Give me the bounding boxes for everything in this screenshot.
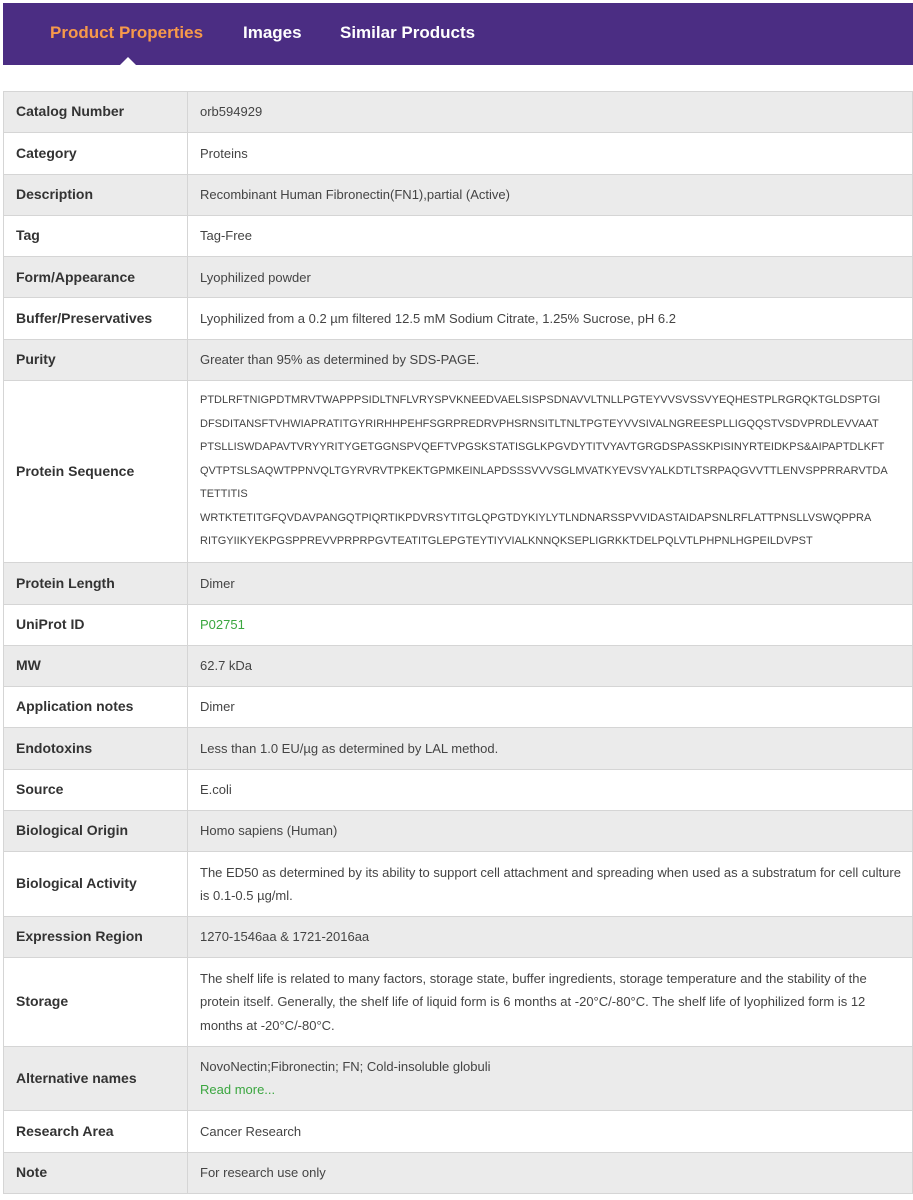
source-label: Source xyxy=(4,769,188,810)
uniprot-link[interactable]: P02751 xyxy=(200,616,245,632)
research-area-value: Cancer Research xyxy=(188,1111,913,1152)
sequence-line: RITGYIIKYEKPGSPPREVVPRPRPGVTEATITGLEPGTEYTIYVIALKNNQKSEPLIGRKKTDELPQLVTLPHPNLHGPEILDVPST xyxy=(200,535,813,548)
expression-region-value: 1270-1546aa & 1721-2016aa xyxy=(188,917,913,958)
uniprot-id-value xyxy=(188,604,913,645)
property-row-purity xyxy=(4,339,913,380)
property-row-research-area xyxy=(4,1111,913,1152)
tag-value: Tag-Free xyxy=(188,215,913,256)
application-notes-label: Application notes xyxy=(4,687,188,728)
sequence-line: TETTITIS xyxy=(200,488,248,501)
property-row-note xyxy=(4,1152,913,1193)
property-row-category xyxy=(4,133,913,174)
sequence-line: QVTPTSLSAQWTPPNVQLTGYRVRVTPKEKTGPMKEINLAPDSSSVVVSGLMVATKYEVSVYALKDTLTSRPAQGVVTTLENVSPPRRARVTDA xyxy=(200,464,888,477)
tab-images[interactable]: Images xyxy=(243,23,302,42)
form-appearance-value: Lyophilized powder xyxy=(188,257,913,298)
description-label: Description xyxy=(4,174,188,215)
catalog-number-value: orb594929 xyxy=(188,92,913,133)
property-row-form-appearance xyxy=(4,257,913,298)
property-row-storage xyxy=(4,958,913,1046)
alternative-names-label: Alternative names xyxy=(4,1046,188,1111)
property-row-application-notes xyxy=(4,687,913,728)
sequence-line: PTSLLISWDAPAVTVRYYRITYGETGGNSPVQEFTVPGSKSTATISGLKPGVDYTITVYAVTGRGDSPASSKPISINYRTEIDKPS&AIPAPTDLKFT xyxy=(200,441,885,454)
expression-region-label: Expression Region xyxy=(4,917,188,958)
property-row-biological-activity xyxy=(4,852,913,917)
protein-sequence-label: Protein Sequence xyxy=(4,380,188,562)
property-row-endotoxins xyxy=(4,728,913,769)
active-tab-indicator xyxy=(120,57,136,65)
category-value: Proteins xyxy=(188,133,913,174)
alternative-names-value xyxy=(188,1046,913,1111)
note-label: Note xyxy=(4,1152,188,1193)
source-value: E.coli xyxy=(188,769,913,810)
endotoxins-value: Less than 1.0 EU/µg as determined by LAL method. xyxy=(188,728,913,769)
buffer-preservatives-value: Lyophilized from a 0.2 µm filtered 12.5 mM Sodium Citrate, 1.25% Sucrose, pH 6.2 xyxy=(188,298,913,339)
mw-label: MW xyxy=(4,645,188,686)
sequence-line: PTDLRFTNIGPDTMRVTWAPPPSIDLTNFLVRYSPVKNEEDVAELSISPSDNAVVLTNLLPGTEYVVSVSSVYEQHESTPLRGRQKTGLDSPTGI xyxy=(200,394,881,407)
research-area-label: Research Area xyxy=(4,1111,188,1152)
form-appearance-label: Form/Appearance xyxy=(4,257,188,298)
biological-origin-label: Biological Origin xyxy=(4,810,188,851)
note-value: For research use only xyxy=(188,1152,913,1193)
biological-origin-value: Homo sapiens (Human) xyxy=(188,810,913,851)
protein-length-label: Protein Length xyxy=(4,563,188,604)
storage-value: The shelf life is related to many factors, storage state, buffer ingredients, storage temperature and the stability of the protein itself. Generally, the shelf life of liquid form is 6 months at -20°C/-80°C. The shelf life of lyophilized form is 12 months at -20°C/-80°C. xyxy=(188,958,913,1046)
property-row-protein-length xyxy=(4,563,913,604)
tab-product-properties[interactable]: Product Properties xyxy=(50,23,204,42)
sequence-line: DFSDITANSFTVHWIAPRATITGYRIRHHPEHFSGRPREDRVPHSRNSITLTNLTPGTEYVVSIVALNGREESPLLIGQQSTVSDVPRDLEVVAAT xyxy=(200,417,879,430)
product-tabs-bar xyxy=(3,3,913,65)
read-more-link[interactable]: Read more... xyxy=(200,1082,276,1098)
property-row-buffer-preservatives xyxy=(4,298,913,339)
tab-similar-products[interactable]: Similar Products xyxy=(340,23,476,42)
property-row-source xyxy=(4,769,913,810)
protein-length-value: Dimer xyxy=(188,563,913,604)
protein-sequence-value xyxy=(188,380,913,562)
mw-value: 62.7 kDa xyxy=(188,645,913,686)
category-label: Category xyxy=(4,133,188,174)
sequence-line: WRTKTETITGFQVDAVPANGQTPIQRTIKPDVRSYTITGLQPGTDYKIYLYTLNDNARSSPVVIDASTAIDAPSNLRFLATTPNSLLVSWQPPRA xyxy=(200,511,872,524)
property-row-tag xyxy=(4,215,913,256)
application-notes-value: Dimer xyxy=(188,687,913,728)
property-row-biological-origin xyxy=(4,810,913,851)
tag-label: Tag xyxy=(4,215,188,256)
property-row-mw xyxy=(4,645,913,686)
property-row-description xyxy=(4,174,913,215)
property-row-expression-region xyxy=(4,917,913,958)
purity-value: Greater than 95% as determined by SDS-PAGE. xyxy=(188,339,913,380)
description-value: Recombinant Human Fibronectin(FN1),partial (Active) xyxy=(188,174,913,215)
uniprot-id-label: UniProt ID xyxy=(4,604,188,645)
catalog-number-label: Catalog Number xyxy=(4,92,188,133)
biological-activity-value: The ED50 as determined by its ability to support cell attachment and spreading when used as a substratum for cell culture is 0.1-0.5 µg/ml. xyxy=(188,852,913,917)
buffer-preservatives-label: Buffer/Preservatives xyxy=(4,298,188,339)
biological-activity-label: Biological Activity xyxy=(4,852,188,917)
property-row-catalog-number xyxy=(4,92,913,133)
protein-sequence xyxy=(200,389,902,554)
purity-label: Purity xyxy=(4,339,188,380)
storage-label: Storage xyxy=(4,958,188,1046)
property-row-uniprot-id xyxy=(4,604,913,645)
product-properties-table xyxy=(3,91,913,1194)
endotoxins-label: Endotoxins xyxy=(4,728,188,769)
property-row-alternative-names xyxy=(4,1046,913,1111)
alternative-names-text: NovoNectin;Fibronectin; FN; Cold-insoluble globuli xyxy=(200,1058,491,1074)
property-row-protein-sequence xyxy=(4,380,913,562)
